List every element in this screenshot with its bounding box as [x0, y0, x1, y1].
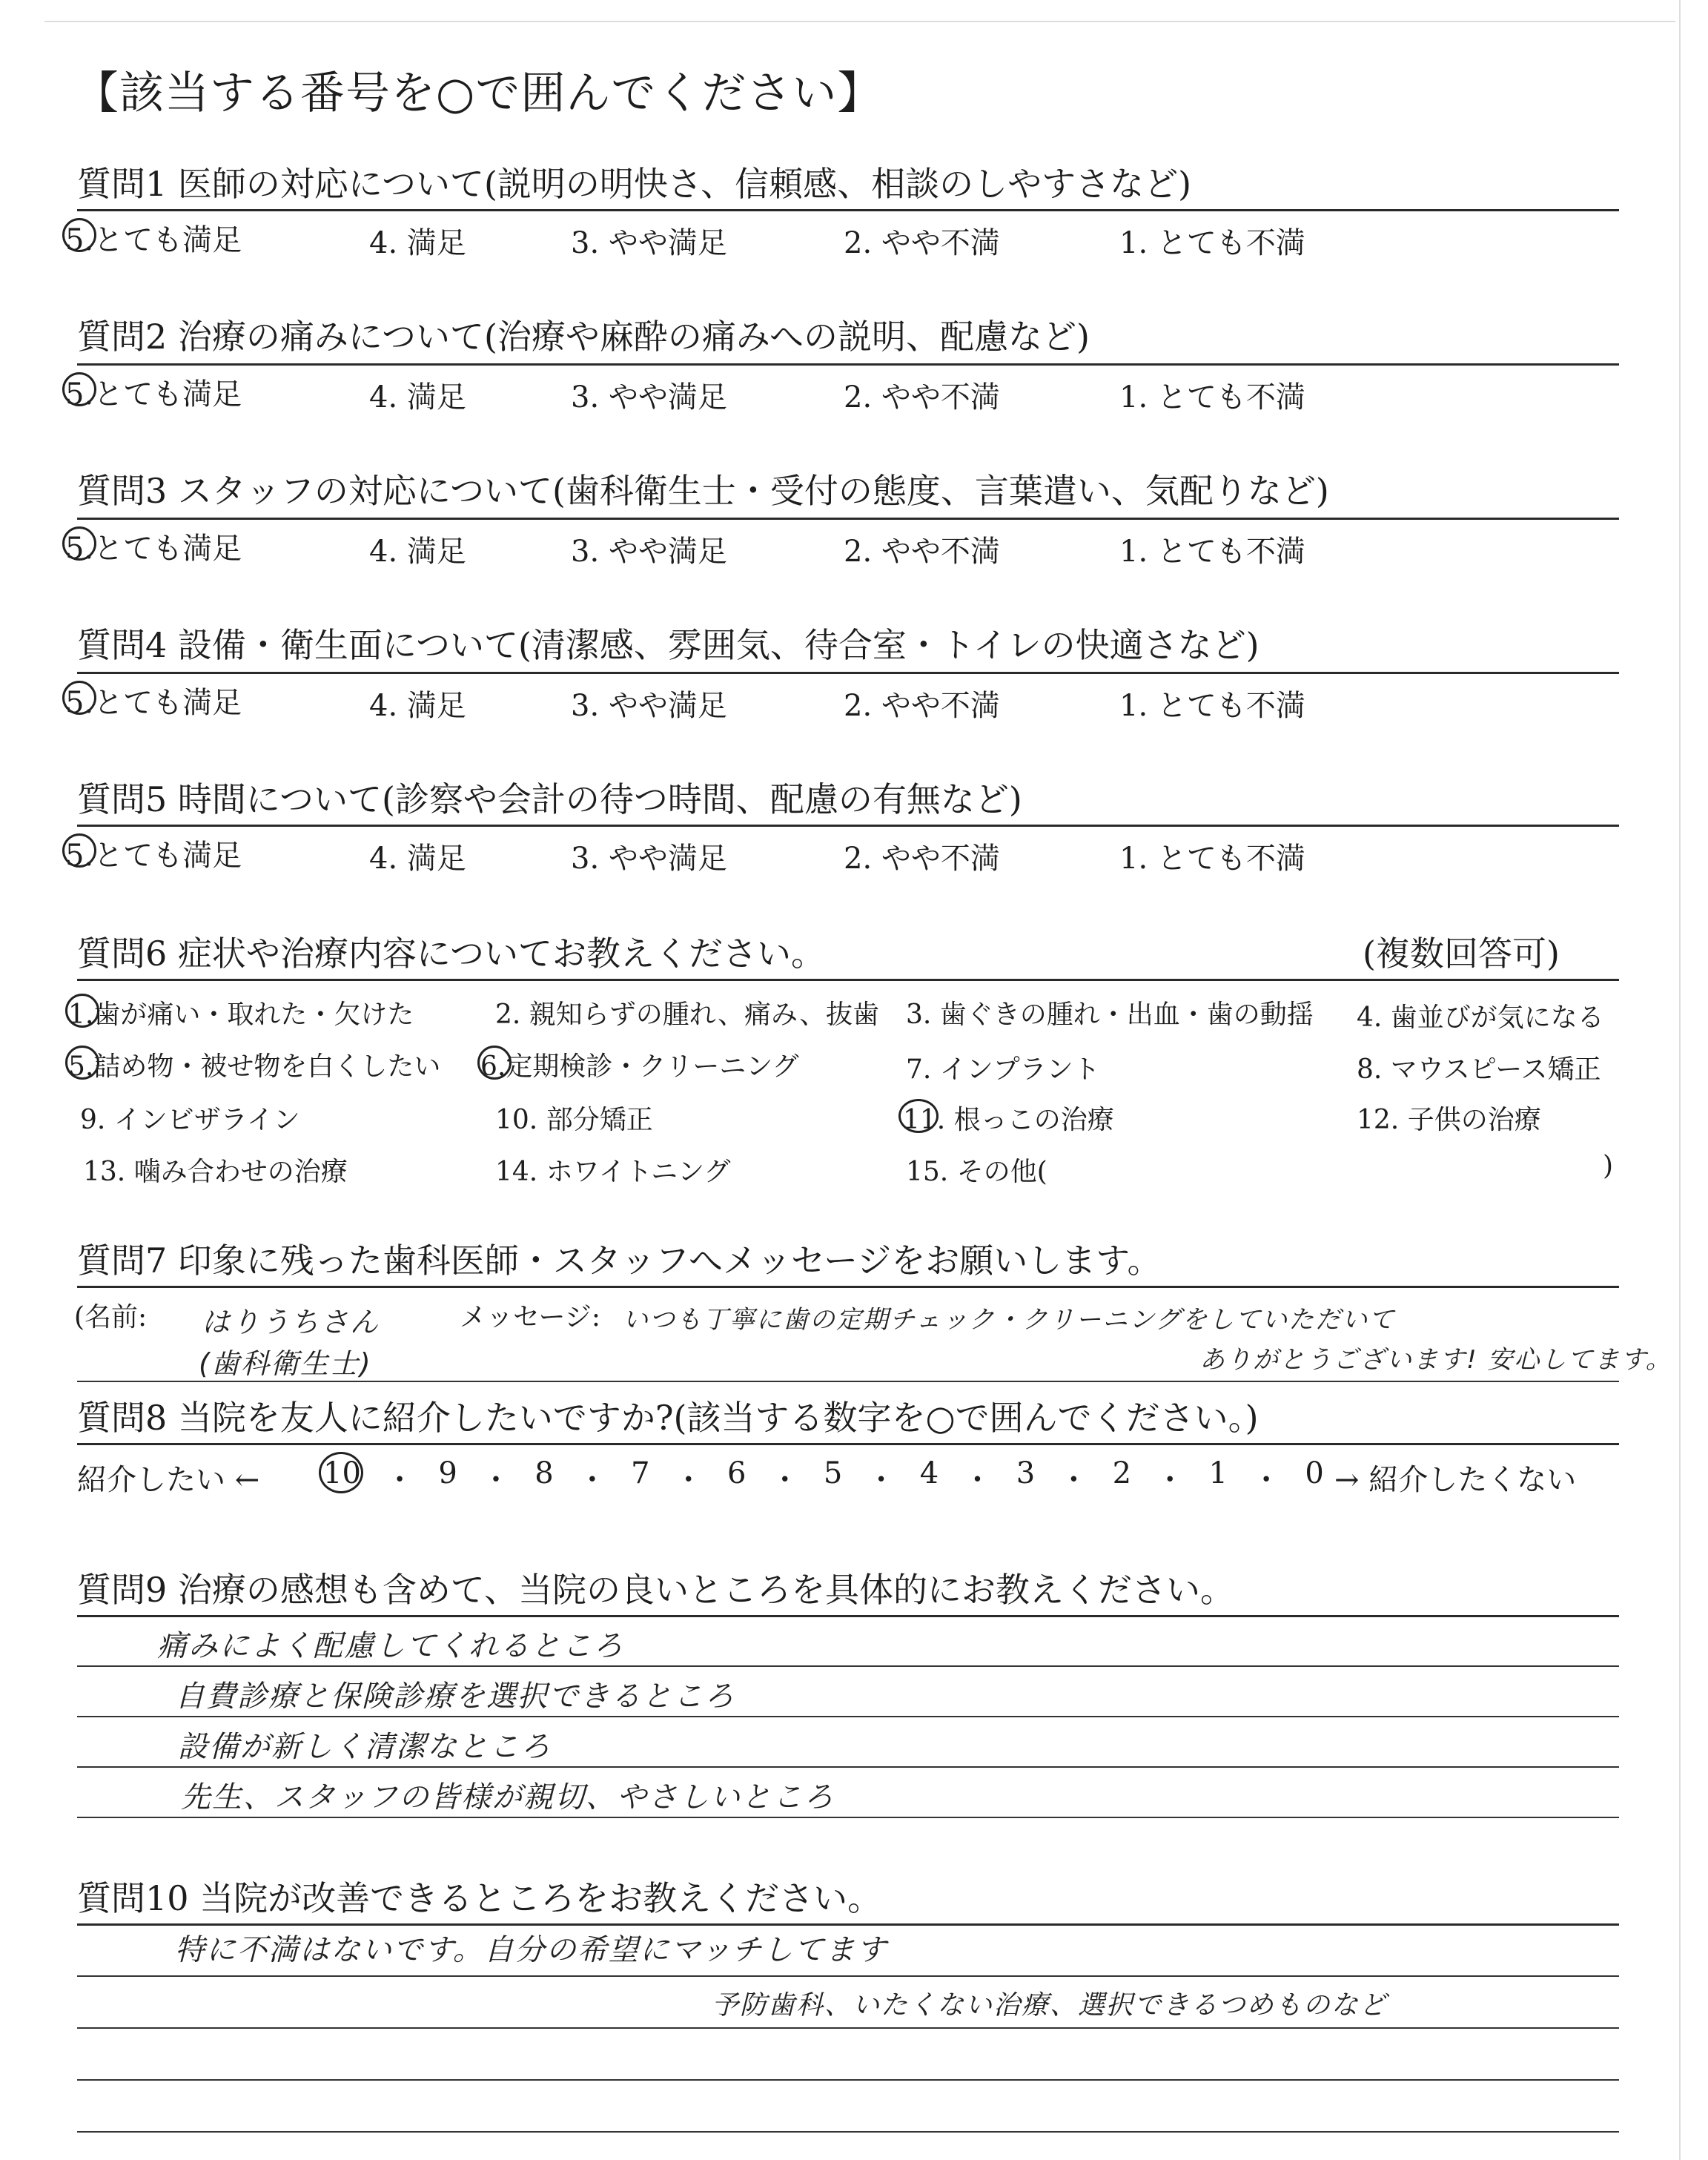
scale-value[interactable]: 1 [1208, 1456, 1228, 1490]
rating-option-3[interactable]: 3. やや満足 [571, 842, 727, 876]
rating-option-2[interactable]: 2. やや不満 [844, 689, 1000, 723]
rating-option-1[interactable]: 1. とても不満 [1119, 689, 1305, 723]
q6-option-10[interactable]: 10. 部分矯正 [495, 1105, 653, 1135]
scale-value[interactable]: 0 [1305, 1456, 1324, 1490]
question-label: 質問9 治療の感想も含めて、当院の良いところを具体的にお教えください。 [77, 1570, 1234, 1610]
question-label: 質問8 当院を友人に紹介したいですか?(該当する数字を○で囲んでください。) [77, 1398, 1259, 1438]
rating-option-2[interactable]: 2. やや不満 [844, 842, 1000, 876]
answer-rule [77, 2079, 1619, 2081]
rating-option-2[interactable]: 2. やや不満 [844, 535, 1000, 569]
q6-option-15[interactable]: 15. その他( [906, 1157, 1047, 1187]
rating-option-5[interactable]: 5.とても満足 [65, 532, 242, 566]
q6-other-close-paren: ) [1603, 1151, 1614, 1181]
q6-option-6[interactable]: 6.定期検診・クリーニング [480, 1051, 799, 1082]
q6-option-12[interactable]: 12. 子供の治療 [1357, 1105, 1541, 1135]
multiple-answers-note: (複数回答可) [1363, 934, 1560, 974]
rating-option-3[interactable]: 3. やや満足 [571, 226, 727, 260]
divider [77, 979, 1619, 981]
q6-option-11[interactable]: 11. 根っこの治療 [903, 1105, 1114, 1135]
rating-option-1[interactable]: 1. とても不満 [1119, 226, 1305, 260]
answer-line: 先生、スタッフの皆様が親切、やさしいところ [181, 1780, 835, 1814]
scale-separator: ・ [866, 1463, 896, 1497]
scale-value[interactable]: 10 [323, 1456, 361, 1490]
rating-option-3[interactable]: 3. やや満足 [571, 689, 727, 723]
question-label: 質問5 時間について(診察や会計の待つ時間、配慮の有無など) [77, 779, 1022, 819]
scale-separator: ・ [769, 1463, 800, 1497]
scale-value[interactable]: 2 [1112, 1456, 1132, 1490]
divider [77, 1443, 1619, 1445]
answer-rule [77, 2027, 1619, 2029]
rating-option-1[interactable]: 1. とても不満 [1119, 535, 1305, 569]
rating-option-1[interactable]: 1. とても不満 [1119, 842, 1305, 876]
answer-rule [77, 2131, 1619, 2133]
scale-separator: ・ [385, 1463, 415, 1497]
q6-option-3[interactable]: 3. 歯ぐきの腫れ・出血・歯の動揺 [906, 1000, 1314, 1030]
q6-option-7[interactable]: 7. インプラント [906, 1054, 1100, 1085]
rating-option-5[interactable]: 5.とても満足 [65, 686, 242, 720]
scale-separator: ・ [1155, 1463, 1185, 1497]
name-label: (名前: [74, 1302, 148, 1332]
question-label: 質問7 印象に残った歯科医師・スタッフへメッセージをお願いします。 [77, 1241, 1162, 1281]
rating-option-2[interactable]: 2. やや不満 [844, 380, 1000, 415]
divider [77, 1923, 1619, 1926]
rating-option-5[interactable]: 5.とても満足 [65, 839, 242, 873]
rating-option-3[interactable]: 3. やや満足 [571, 535, 727, 569]
q6-option-4[interactable]: 4. 歯並びが気になる [1357, 1003, 1604, 1033]
divider [77, 518, 1619, 520]
scale-value[interactable]: 7 [631, 1456, 650, 1490]
recommend-right-label: → 紹介したくない [1334, 1463, 1577, 1497]
q6-option-5[interactable]: 5.詰め物・被せ物を白くしたい [68, 1051, 441, 1082]
scale-value[interactable]: 8 [534, 1456, 554, 1490]
scale-separator: ・ [673, 1463, 704, 1497]
divider [77, 672, 1619, 674]
rating-option-5[interactable]: 5.とても満足 [65, 377, 242, 412]
answer-line: 自費診療と保険診療を選択できるところ [175, 1680, 735, 1714]
answer-rule [77, 1766, 1619, 1768]
answer-line: 設備が新しく清潔なところ [178, 1730, 552, 1764]
rating-option-3[interactable]: 3. やや満足 [571, 380, 727, 415]
answer-line: 特に不満はないです。自分の希望にマッチしてます [175, 1933, 888, 1967]
right-edge-line [1679, 0, 1681, 2160]
scale-separator: ・ [481, 1463, 512, 1497]
answer-rule [77, 1817, 1619, 1818]
q6-option-1[interactable]: 1.歯が痛い・取れた・欠けた [68, 1000, 414, 1030]
answer-line: 痛みによく配慮してくれるところ [157, 1629, 624, 1663]
rating-option-4[interactable]: 4. 満足 [369, 380, 466, 415]
rating-option-4[interactable]: 4. 満足 [369, 842, 466, 876]
rating-option-5[interactable]: 5.とても満足 [65, 223, 242, 257]
question-label: 質問2 治療の痛みについて(治療や麻酔の痛みへの説明、配慮など) [77, 317, 1090, 357]
top-edge-line [44, 21, 1675, 22]
question-label: 質問4 設備・衛生面について(清潔感、雰囲気、待合室・トイレの快適さなど) [77, 625, 1260, 665]
q6-option-8[interactable]: 8. マウスピース矯正 [1357, 1054, 1601, 1085]
rating-option-4[interactable]: 4. 満足 [369, 535, 466, 569]
rating-option-1[interactable]: 1. とても不満 [1119, 380, 1305, 415]
answer-rule [77, 1665, 1619, 1667]
rating-option-2[interactable]: 2. やや不満 [844, 226, 1000, 260]
message-line-1: いつも丁寧に歯の定期チェック・クリーニングをしていただいて [623, 1305, 1396, 1335]
scale-value[interactable]: 6 [727, 1456, 747, 1490]
divider [77, 363, 1619, 366]
page-title: 【該当する番号を○で囲んでください】 [74, 67, 883, 119]
scale-value[interactable]: 5 [823, 1456, 843, 1490]
q6-option-9[interactable]: 9. インビザライン [80, 1105, 300, 1135]
scale-value[interactable]: 9 [438, 1456, 457, 1490]
divider [77, 1615, 1619, 1617]
answer-rule [77, 1716, 1619, 1717]
recommend-left-label: 紹介したい ← [77, 1463, 260, 1497]
divider [77, 209, 1619, 211]
scale-separator: ・ [962, 1463, 993, 1497]
q6-option-13[interactable]: 13. 噛み合わせの治療 [83, 1157, 348, 1187]
question-label: 質問6 症状や治療内容についてお教えください。 [77, 934, 825, 974]
divider [77, 1286, 1619, 1288]
answer-rule [77, 1975, 1619, 1977]
divider [77, 825, 1619, 827]
scale-value[interactable]: 4 [919, 1456, 939, 1490]
rating-option-4[interactable]: 4. 満足 [369, 226, 466, 260]
question-label: 質問10 当院が改善できるところをお教えください。 [77, 1878, 882, 1918]
message-label: メッセージ: [460, 1302, 600, 1332]
question-label: 質問3 スタッフの対応について(歯科衛生士・受付の態度、言葉遣い、気配りなど) [77, 471, 1329, 511]
message-line-2: ありがとうございます! 安心してます。 [1199, 1345, 1672, 1375]
scale-separator: ・ [1251, 1463, 1282, 1497]
answer-line: 予防歯科、いたくない治療、選択できるつめものなど [712, 1990, 1388, 2021]
scale-separator: ・ [1059, 1463, 1089, 1497]
recommend-scale [323, 1456, 1324, 1499]
name-subtitle: (歯科衛生士) [199, 1347, 372, 1380]
q6-option-2[interactable]: 2. 親知らずの腫れ、痛み、抜歯 [495, 1000, 880, 1030]
divider [77, 1381, 1619, 1382]
scale-separator: ・ [577, 1463, 607, 1497]
question-label: 質問1 医師の対応について(説明の明快さ、信頼感、相談のしやすさなど) [77, 164, 1192, 204]
scale-value[interactable]: 3 [1016, 1456, 1036, 1490]
name-value: はりうちさん [202, 1306, 380, 1338]
rating-option-4[interactable]: 4. 満足 [369, 689, 466, 723]
q6-option-14[interactable]: 14. ホワイトニング [495, 1157, 731, 1187]
